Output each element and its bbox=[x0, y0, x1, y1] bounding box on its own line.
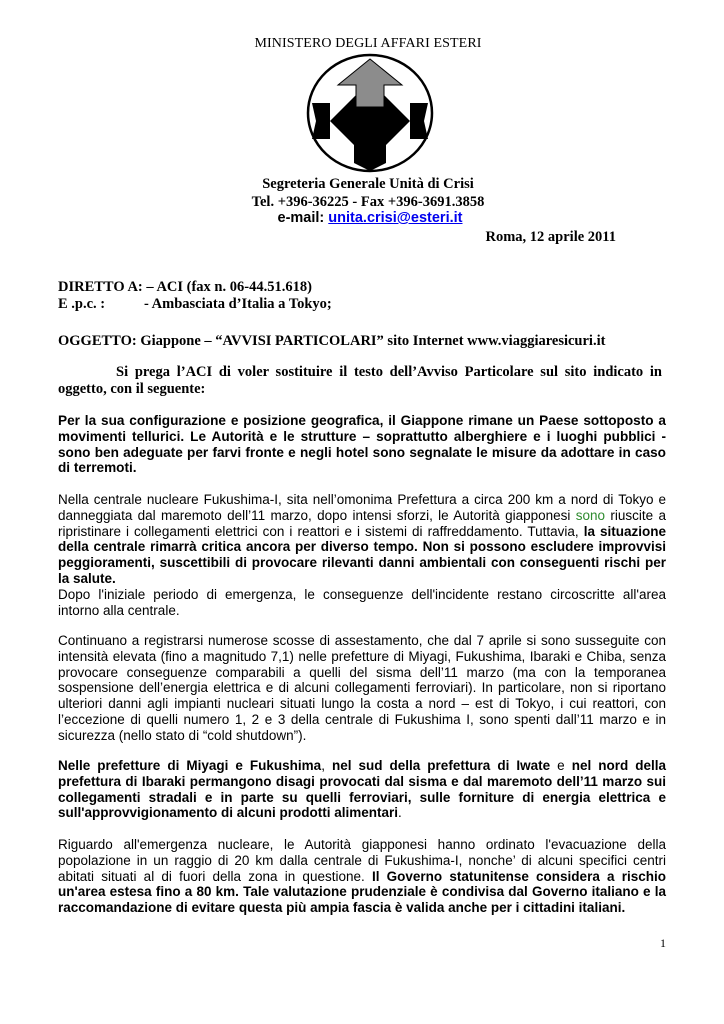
text-span: riuscite a ripristinare i collegamenti elettrici con i reattori e i sistemi di raffreddamento. Tuttavia, bbox=[58, 507, 666, 539]
document-date: Roma, 12 aprile 2011 bbox=[485, 229, 616, 245]
email-line bbox=[200, 210, 540, 226]
email-link[interactable]: unita.crisi@esteri.it bbox=[328, 210, 463, 226]
text-span: . bbox=[398, 805, 402, 821]
email-label: e-mail: bbox=[277, 210, 325, 226]
logo-right-arm bbox=[410, 103, 428, 139]
intro-paragraph: Si prega l’ACI di voler sostituire il testo dell’Avviso Particolare sul sito indicato in oggetto, con il seguente: bbox=[58, 364, 662, 397]
ministry-title: MINISTERO DEGLI AFFARI ESTERI bbox=[254, 36, 482, 51]
unit-name: Segreteria Generale Unità di Crisi bbox=[262, 176, 474, 192]
text-span: e bbox=[550, 758, 572, 773]
addressee-line: DIRETTO A: – ACI (fax n. 06-44.51.618) bbox=[58, 279, 312, 295]
paragraph-fukushima bbox=[58, 492, 666, 618]
paragraph-fukushima-main bbox=[58, 492, 666, 587]
paragraph-evacuation bbox=[58, 837, 666, 916]
cc-line bbox=[58, 296, 332, 313]
text-span: nel sud della prefettura di Iwate bbox=[331, 758, 551, 773]
text-span: Nelle prefetture di Miyagi e Fukushima bbox=[58, 758, 322, 773]
text-span: Riguardo all'emergenza nucleare, le Autorità giapponesi hanno ordinato l'evacuazione della popolazione in un raggio di 20 km dalla centrale di Fukushima-I, nonche’ di alcuni specifici centri abitati situati al di fuori della zona in questione. bbox=[58, 837, 666, 884]
paragraph-seismic: Per la sua configurazione e posizione geografica, il Giappone rimane un Paese sottoposto a movimenti tellurici. Le Autorità e le strutture – soprattutto alberghiere e i luoghi pubblici - sono ben adeguate per farvi fronte e negli hotel sono segnalate le misure da adottare in caso di terremoti. bbox=[58, 413, 666, 476]
text-span: Nella centrale nucleare Fukushima-I, sita nell’omonima Prefettura a circa 200 km a nord di Tokyo e danneggiata dal maremoto dell’11 marzo, dopo intensi sforzi, le Autorità giapponesi bbox=[58, 492, 666, 523]
bold-warning-text: Il Governo statunitense considera a rischio un'area estesa fino a 80 km. Tale valutazione prudenziale è condivisa dal Governo italiano e la raccomandazione di evitare questa più ampia fascia è valida anche per i cittadini italiani. bbox=[58, 868, 666, 916]
paragraph-disruptions bbox=[58, 758, 666, 821]
logo-lower-arm bbox=[354, 135, 386, 171]
text-span: , bbox=[321, 758, 332, 773]
page-number: 1 bbox=[660, 936, 666, 950]
highlight-green-text: sono bbox=[575, 507, 606, 523]
cc-value: - Ambasciata d’Italia a Tokyo; bbox=[144, 296, 332, 312]
ministry-cross-arrow-logo-icon bbox=[304, 51, 436, 175]
bold-warning-text: la situazione della centrale rimarrà critica ancora per diverso tempo. Non si possono escludere improvvisi peggioramenti, suscettibili di provocare rilevanti danni ambientali con conseguenti rischi per la salute. bbox=[58, 523, 666, 586]
paragraph-fukushima-followup: Dopo l'iniziale periodo di emergenza, le conseguenze dell'incidente restano circoscritte all'area intorno alla centrale. bbox=[58, 586, 666, 618]
paragraph-aftershocks: Continuano a registrarsi numerose scosse di assestamento, che dal 7 aprile si sono susseguite con intensità elevata (fino a magnitudo 7,1) nelle prefetture di Miyagi, Fukushima, Ibaraki e Chiba, senza provocare conseguenze comparabili a quelli del sisma dell’11 marzo (ma con la temporanea sospensione dell’energia elettrica e di alcuni collegamenti ferroviari). In particolare, non si riportano ulteriori danni agli impianti nucleari situati lungo la costa a nord – est di Tokyo, i cui reattori, con l’eccezione di quelli numero 1, 2 e 3 della centrale di Fukushima I, sono spenti dall’11 marzo e in sicurezza (nello stato di “cold shutdown”). bbox=[58, 633, 666, 743]
cc-label: E .p.c. : bbox=[58, 296, 106, 312]
text-span: nel nord della prefettura di Ibaraki permangono disagi provocati dal sisma e dal maremoto dell’11 marzo sui collegamenti stradali e in parte su quelli ferroviari, sulle forniture di energia elettrica e sull'approvvigionamento di alcuni prodotti alimentari bbox=[58, 758, 667, 821]
logo-up-arrow bbox=[338, 59, 402, 107]
logo-left-arm bbox=[312, 103, 330, 139]
subject-line: OGGETTO: Giappone – “AVVISI PARTICOLARI” sito Internet www.viaggiaresicuri.it bbox=[58, 333, 606, 349]
contact-numbers: Tel. +396-36225 - Fax +396-3691.3858 bbox=[251, 194, 485, 210]
